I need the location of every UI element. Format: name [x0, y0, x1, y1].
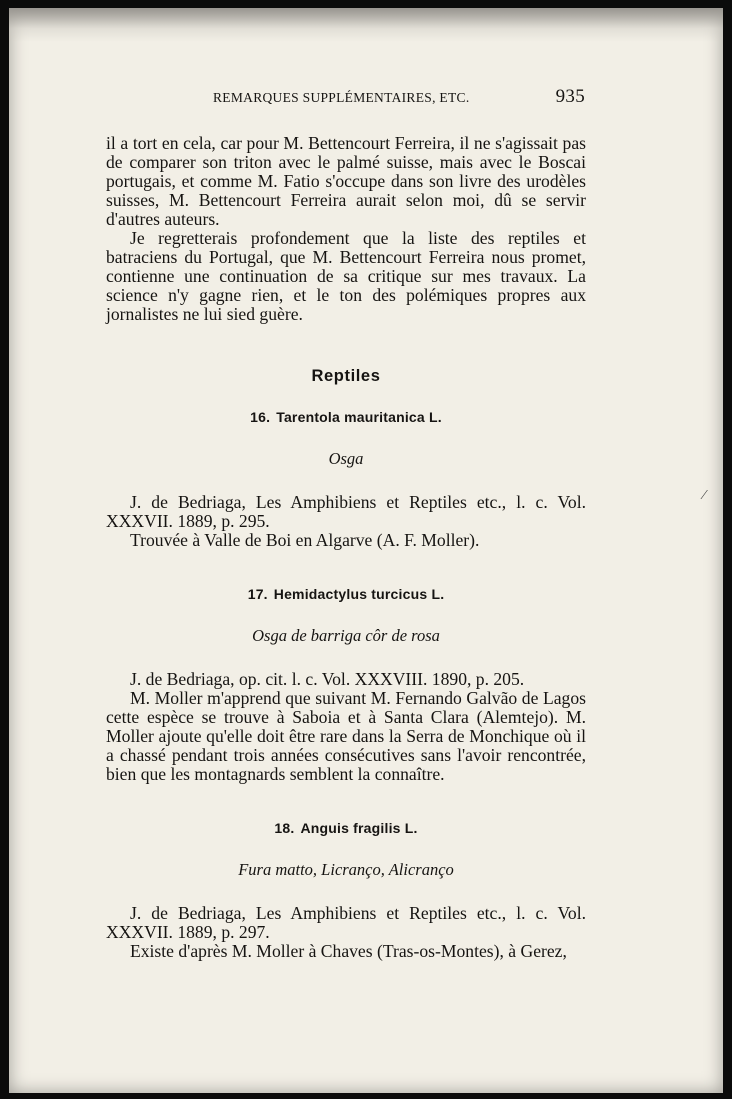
vernacular-name: Osga de barriga côr de rosa — [252, 626, 440, 645]
section-title: Reptiles — [311, 367, 381, 385]
running-title: REMARQUES SUPPLÉMENTAIRES, ETC. — [213, 90, 470, 105]
locality-line: M. Moller m'apprend que suivant M. Fernando Galvão de Lagos cette espèce se trouve à Saboia et à Santa Clara (Alemtejo). M. Moller ajoute qu'elle doit être rare dans la Serra de Monchique où il a chassé pendant trois années consécutives sans l'avoir rencontrée, bien que les montagnards semblent la connaître. — [106, 688, 586, 784]
species-name: Tarentola mauritanica L. — [276, 409, 442, 425]
species-name: Hemidactylus turcicus L. — [273, 586, 445, 602]
vernacular-name: Fura matto, Licranço, Alicranço — [238, 860, 454, 879]
species-number: 16. — [250, 409, 271, 425]
species-number: 17. — [247, 586, 268, 602]
species-heading — [106, 819, 586, 838]
paragraph-continuation: il a tort en cela, car pour M. Bettencourt Ferreira, il ne s'agissait pas de comparer son triton avec le palmé suisse, mais avec le Boscai portugais, et comme M. Fatio s'occupe dans son livre des urodèles suisses, M. Bettencourt Ferreira aurait selon moi, dû se servir d'autres auteurs. — [106, 133, 586, 229]
species-heading — [106, 585, 586, 604]
species-entry-18 — [106, 819, 586, 961]
species-entry-17 — [106, 585, 586, 784]
page-body — [106, 134, 586, 961]
locality-line: Existe d'après M. Moller à Chaves (Tras-os-Montes), à Gerez, — [130, 941, 567, 961]
locality-line: Trouvée à Valle de Boi en Algarve (A. F. Moller). — [130, 530, 480, 550]
margin-mark: ⁄ — [703, 488, 706, 503]
book-page — [9, 8, 723, 1093]
reference-line: J. de Bedriaga, Les Amphibiens et Reptiles etc., l. c. Vol. XXXVII. 1889, p. 297. — [106, 903, 586, 942]
paragraph-regret: Je regretterais profondement que la liste des reptiles et batraciens du Portugal, que M. Bettencourt Ferreira nous promet, contienne une continuation de sa critique sur mes travaux. La science n'y gagne rien, et le ton des polémiques propres aux jornalistes ne lui sied guère. — [106, 228, 586, 324]
page-number: 935 — [555, 86, 585, 107]
species-heading — [106, 408, 586, 427]
vernacular-name: Osga — [328, 449, 364, 468]
species-entry-16 — [106, 408, 586, 550]
species-name: Anguis fragilis L. — [300, 820, 418, 836]
reference-line: J. de Bedriaga, op. cit. l. c. Vol. XXXVIII. 1890, p. 205. — [130, 669, 525, 689]
species-number: 18. — [274, 820, 295, 836]
reference-line: J. de Bedriaga, Les Amphibiens et Reptiles etc., l. c. Vol. XXXVII. 1889, p. 295. — [106, 492, 586, 531]
